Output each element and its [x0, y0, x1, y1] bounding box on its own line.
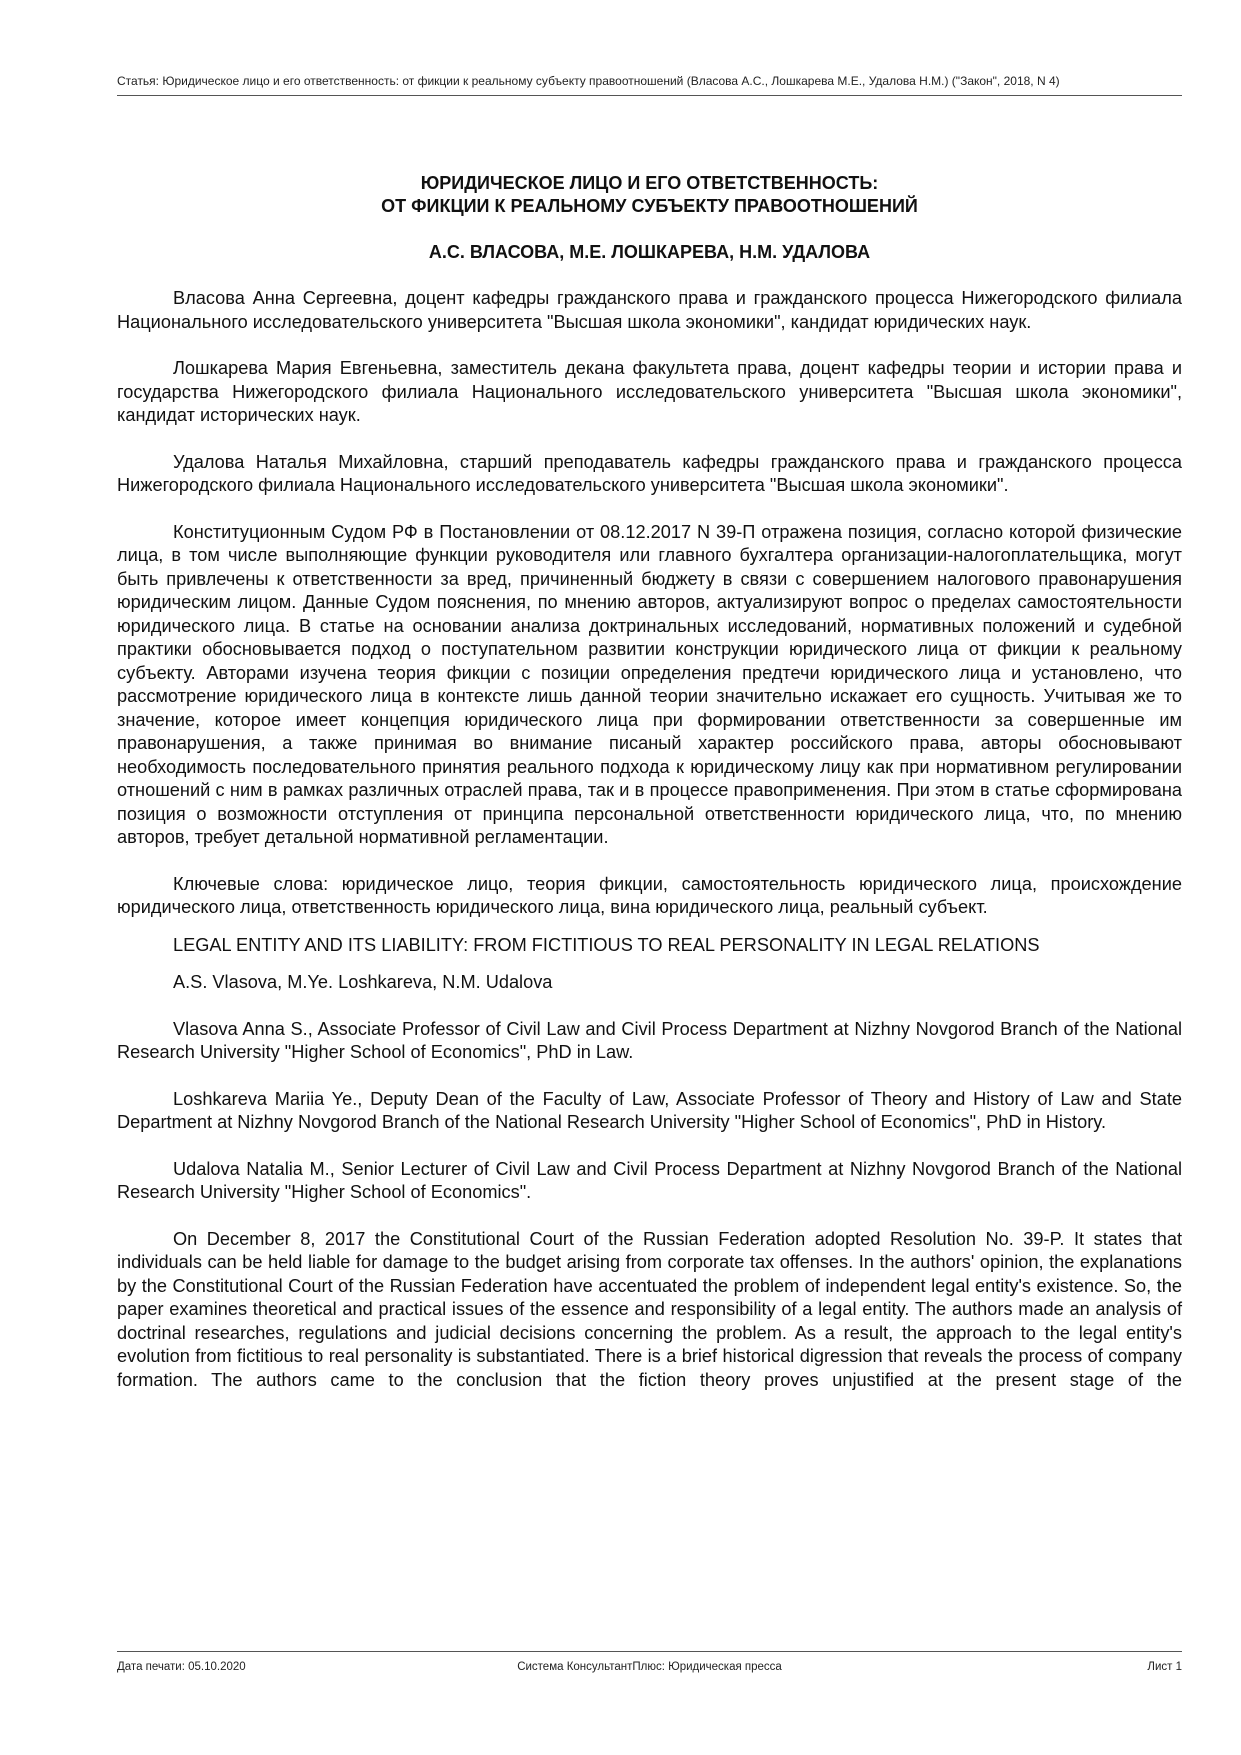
print-date: Дата печати: 05.10.2020 — [117, 1661, 246, 1673]
english-title: LEGAL ENTITY AND ITS LIABILITY: FROM FICTITIOUS TO REAL PERSONALITY IN LEGAL RELATIONS — [173, 934, 1040, 955]
article-title — [117, 172, 1182, 218]
title-line-2: ОТ ФИКЦИИ К РЕАЛЬНОМУ СУБЪЕКТУ ПРАВООТНОШЕНИЙ — [381, 196, 918, 216]
sheet-number: Лист 1 — [1147, 1661, 1182, 1673]
author-info-3: Удалова Наталья Михайловна, старший преподаватель кафедры гражданского права и гражданского процесса Нижегородского филиала Национального исследовательского университета "Высшая школа экономики". — [117, 451, 1182, 495]
footer-divider — [117, 1651, 1182, 1652]
author-info-en-3: Udalova Natalia M., Senior Lecturer of Civil Law and Civil Process Department at Nizhny Novgorod Branch of the National Research University "Higher School of Economics". — [117, 1158, 1182, 1202]
keywords-ru: Ключевые слова: юридическое лицо, теория фикции, самостоятельность юридического лица, происхождение юридического лица, ответственность юридического лица, вина юридического лица, реальный субъект. — [117, 873, 1182, 917]
system-name: Система КонсультантПлюс: Юридическая пресса — [517, 1661, 782, 1673]
title-line-1: ЮРИДИЧЕСКОЕ ЛИЦО И ЕГО ОТВЕТСТВЕННОСТЬ: — [420, 173, 879, 193]
article-authors: А.С. ВЛАСОВА, М.Е. ЛОШКАРЕВА, Н.М. УДАЛОВА — [428, 242, 871, 262]
page-header: Статья: Юридическое лицо и его ответственность: от фикции к реальному субъекту правоотношений (Власова А.С., Лошкарева М.Е., Удалова Н.М.) ("Закон", 2018, N 4) — [117, 74, 1060, 88]
author-info-en-1: Vlasova Anna S., Associate Professor of Civil Law and Civil Process Department at Nizhny Novgorod Branch of the National Research University "Higher School of Economics", PhD in Law. — [117, 1018, 1182, 1062]
english-authors: A.S. Vlasova, M.Ye. Loshkareva, N.M. Udalova — [173, 972, 553, 992]
abstract-en: On December 8, 2017 the Constitutional Court of the Russian Federation adopted Resolution No. 39-P. It states that individuals can be held liable for damage to the budget arising from corporate tax offenses. In the authors' opinion, the explanations by the Constitutional Court of the Russian Federation have accentuated the problem of independent legal entity's existence. So, the paper examines theoretical and practical issues of the essence and responsibility of a legal entity. The authors made an analysis of doctrinal researches, regulations and judicial decisions concerning the problem. As a result, the approach to the legal entity's evolution from fictitious to real personality is substantiated. There is a brief historical digression that reveals the process of company formation. The authors came to the conclusion that the fiction theory proves unjustified at the present stage of the — [117, 1228, 1182, 1390]
abstract-ru: Конституционным Судом РФ в Постановлении от 08.12.2017 N 39-П отражена позиция, согласно которой физические лица, в том числе выполняющие функции руководителя или главного бухгалтера организации-налогоплательщика, могут быть привлечены к ответственности за вред, причиненный бюджету в связи с совершением налогового правонарушения юридическим лицом. Данные Судом пояснения, по мнению авторов, актуализируют вопрос о пределах самостоятельности юридического лица. В статье на основании анализа доктринальных исследований, нормативных положений и судебной практики обосновывается подход о поступательном развитии конструкции юридического лица от фикции к реальному субъекту. Авторами изучена теория фикции с позиции определения предтечи юридического лица и установлено, что рассмотрение юридического лица в контексте лишь данной теории значительно искажает его сущность. Учитывая же то значение, которое имеет концепция юридического лица при формировании ответственности за совершенные им правонарушения, а также принимая во внимание писаный характер российского права, авторы обосновывают необходимость последовательного принятия реального подхода к юридическому лицу как при нормативном регулировании отношений с ним в рамках различных отраслей права, так и в процессе правоприменения. При этом в статье сформирована позиция о возможности отступления от принципа персональной ответственности юридического лица, что, по мнению авторов, требует детальной нормативной регламентации. — [117, 521, 1182, 847]
author-info-en-2: Loshkareva Mariia Ye., Deputy Dean of the Faculty of Law, Associate Professor of Theory and History of Law and State Department at Nizhny Novgorod Branch of the National Research University "Higher School of Economics", PhD in History. — [117, 1088, 1182, 1132]
author-info-2: Лошкарева Мария Евгеньевна, заместитель декана факультета права, доцент кафедры теории и истории права и государства Нижегородского филиала Национального исследовательского университета "Высшая школа экономики", кандидат исторических наук. — [117, 358, 1182, 425]
article-body — [117, 172, 1182, 1392]
header-divider — [117, 95, 1182, 96]
author-info-1: Власова Анна Сергеевна, доцент кафедры гражданского права и гражданского процесса Нижегородского филиала Национального исследовательского университета "Высшая школа экономики", кандидат юридических наук. — [117, 288, 1182, 332]
